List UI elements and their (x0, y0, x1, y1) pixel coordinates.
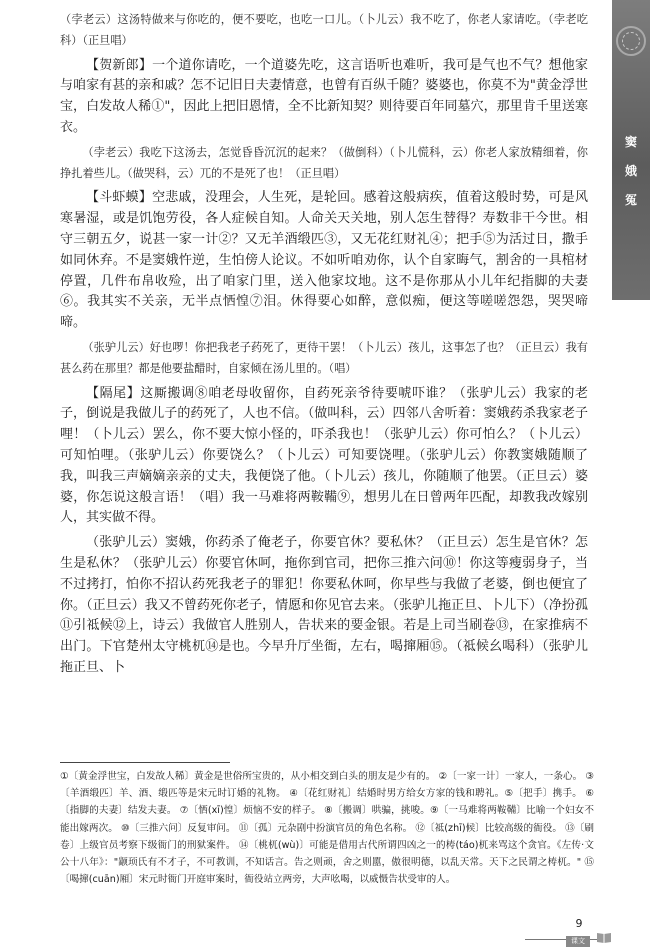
title-char: 冤 (624, 193, 637, 207)
title-char: 窦 (624, 135, 637, 149)
vertical-title (612, 128, 650, 215)
book-icon (596, 931, 612, 943)
paragraph-dialogue-official: （张驴儿云）窦娥，你药杀了俺老子，你要官休？要私休？（正旦云）怎生是官休？怎生是私休？（张驴儿云）你要官休呵，拖你到官司，把你三推六问⑩！你这等瘦弱身子，当不过拷打，怕你不招认药死我老子的罪犯！你要私休呵，你早些与我做了老婆，倒也便宜了你。（正旦云）我又不曾药死你老子，情愿和你见官去来。（张驴儿拖正旦、卜儿下）（净扮孤⑪引祗候⑫上，诗云）我做官人胜别人，告状来的要金银。若是上司当刷卷⑬，在家推病不出门。下官楚州太守桃杌⑭是也。今早升厅坐衙，左右，喝撺厢⑮。（祗候幺喝科）（张驴儿拖正旦、卜 (60, 535, 588, 675)
paragraph-aria-he-xin-lang: 【贺新郎】一个道你请吃，一个道婆先吃，这言语听也难听，我可是气也不气？想他家与咱家有甚的亲和戚？怎不记旧日夫妻情意，也曾有百纵千随？婆婆也，你莫不为"黄金浮世宝，白发故人稀①"，因此上把旧恩情，全不比新知契？则待要百年同墓穴，那里肯千里送寒衣。 (60, 57, 588, 135)
title-char: 娥 (624, 164, 637, 178)
footnote-divider (60, 762, 230, 763)
paragraph-aria-dou-xia-ma: 【斗虾蟆】空悲戚，没理会，人生死，是轮回。感着这般病疾，值着这般时势，可是风寒暑湿，或是饥饱劳役，各人症候自知。人命关天关地，别人怎生替得？寿数非干今世。相守三朝五夕，说甚一家一计②？又无羊酒缎匹③，又无花红财礼④；把手⑤为活过日，撒手如同休弃。不是窦娥忤逆，生怕傍人论议。不如听咱劝你，认个自家晦气，割舍的一具棺材停置，几件布帛收殓，出了咱家门里，送入他家坟地。这不是你那从小儿年纪指脚的夫妻⑥。我其实不关亲，无半点恓惶⑦泪。休得要心如醉，意似痴，便这等嗟嗟怨怨，哭哭啼啼。 (60, 190, 588, 331)
footnote-text: ①〔黄金浮世宝，白发故人稀〕黄金是世俗所宝贵的，从小相交到白头的朋友是少有的。 ②〔一家一计〕一家人，一条心。 ③〔羊酒缎匹〕羊、酒、缎匹等是宋元时订婚的礼物。 ④〔花红财礼〕结婚时男方给女方家的钱和聘礼。⑤〔把手〕携手。 ⑥〔指脚的夫妻〕结发夫妻。 ⑦〔恓(xī)惶〕烦恼不安的样子。 ⑧〔搬调〕哄骗，挑唆。⑨〔一马难将两鞍鞴〕比喻一个妇女不能出嫁两次。 ⑩〔三推六问〕反复审问。 ⑪〔孤〕元杂剧中扮演官员的角色名称。 ⑫〔祗(zhī)候〕比较高级的衙役。 ⑬〔刷卷〕上级官员考察下级衙门的刑狱案件。 ⑭〔桃杌(wù)〕可能是借用古代所谓四凶之一的梼(táo)杌来骂这个贪官。《左传·文公十八年》："颛顼氏有不才子，不可教训，不知话言。告之则顽，舍之则嚚，傲很明德，以乱天常。天下之民谓之梼杌。" ⑮〔喝撺(cuān)厢〕宋元时衙门开庭审案时，衙役站立两旁，大声吆喝，以威慑告状受审的人。 (60, 771, 594, 886)
chapter-side-tab (612, 0, 650, 300)
main-text (60, 10, 588, 679)
page-number: 9 (575, 917, 583, 930)
paragraph-stage-dialogue: （孛老云）这汤特做来与你吃的，便不要吃，也吃一口儿。（卜儿云）我不吃了，你老人家请吃。（孛老吃科）（正旦唱） (60, 13, 588, 47)
page-section-tag: 课文 (566, 936, 590, 947)
paragraph-stage-dialogue: （孛老云）我吃下这汤去，怎觉昏昏沉沉的起来？（做倒科）（卜儿慌科，云）你老人家放精细着，你挣扎着些儿。（做哭科，云）兀的不是死了也！（正旦唱） (60, 145, 588, 180)
footer-divider (525, 939, 605, 940)
paragraph-stage-dialogue: （张驴儿云）好也啰！你把我老子药死了，更待干罢！（卜儿云）孩儿，这事怎了也？（正旦云）我有甚么药在那里？都是他要盐醋时，自家倾在汤儿里的。（唱） (60, 340, 588, 375)
ornament-inner-icon (622, 32, 640, 50)
footnotes (60, 768, 594, 888)
paragraph-aria-ge-wei: 【隔尾】这厮搬调⑧咱老母收留你，自药死亲爷待要唬吓谁？（张驴儿云）我家的老子，倒说是我做儿子的药死了，人也不信。（做叫科，云）四邻八舍听着：窦娥药杀我家老子哩！（卜儿云）罢么，你不要大惊小怪的，吓杀我也！（张驴儿云）你可怕么？（卜儿云）可知怕哩。（张驴儿云）你要饶么？（卜儿云）可知要饶哩。（张驴儿云）你教窦娥随顺了我，叫我三声嫡嫡亲亲的丈夫，我便饶了他。（卜儿云）孩儿，你随顺了他罢。（正旦云）婆婆，你怎说这般言语！（唱）我一马难将两鞍鞴⑨，想男儿在日曾两年匹配，却教我改嫁别人，其实做不得。 (60, 385, 588, 526)
